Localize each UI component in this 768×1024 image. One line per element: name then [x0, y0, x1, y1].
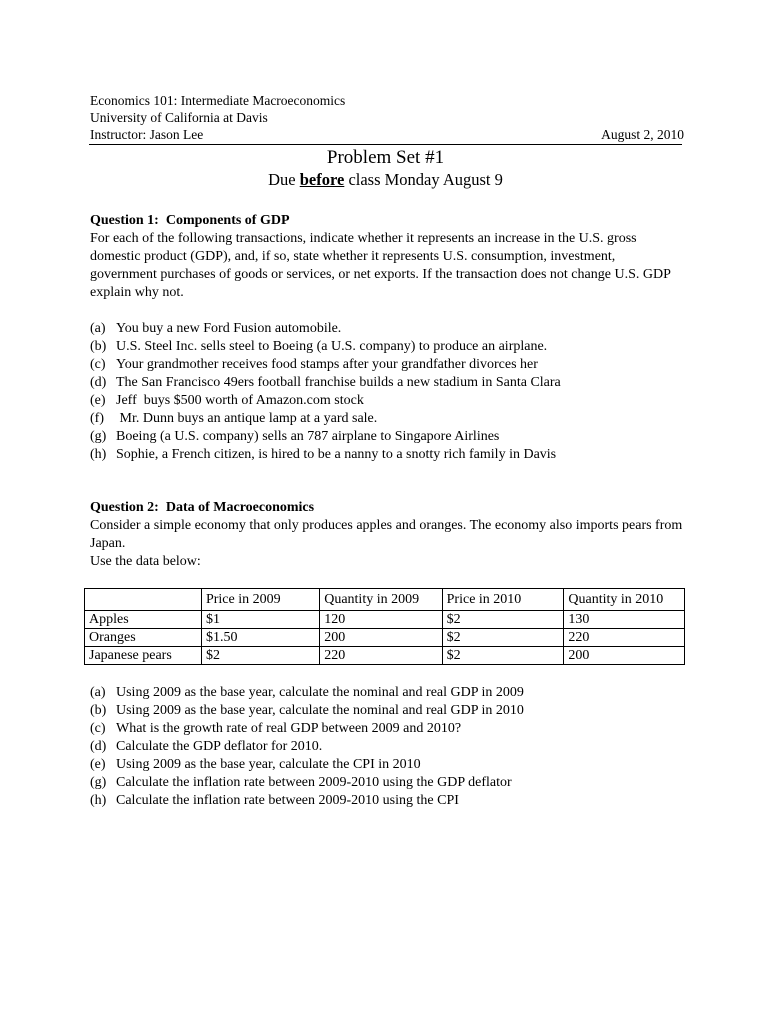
item-text: Calculate the inflation rate between 2009-2010 using the CPI — [116, 793, 459, 808]
item-text: Calculate the GDP deflator for 2010. — [116, 739, 323, 754]
item-text: You buy a new Ford Fusion automobile. — [116, 321, 342, 336]
question-2-number: Question 2: — [90, 500, 159, 515]
table-header-row — [85, 589, 685, 611]
question-1-heading — [90, 212, 684, 230]
item-marker: (c) — [90, 721, 106, 736]
question-1-intro: For each of the following transactions, indicate whether it represents an increase in the U.S. gross domestic product (GDP), and, if so, state whether it represents U.S. consumption, investment, government purchases of goods or services, or net exports. If the transaction does not change U.S. GDP explain why not. — [90, 231, 671, 300]
item-marker: (b) — [90, 339, 107, 354]
question-2-items — [90, 684, 684, 810]
table-row — [85, 647, 685, 665]
due-prefix: Due — [268, 170, 296, 189]
question-2-item — [90, 792, 684, 810]
instructor-date-row — [90, 126, 684, 143]
question-1-item — [90, 392, 684, 410]
item-marker: (h) — [90, 793, 107, 808]
table-cell: 200 — [320, 629, 442, 647]
header-divider — [89, 144, 682, 145]
table-cell: $2 — [442, 629, 564, 647]
item-marker: (d) — [90, 375, 107, 390]
item-text: Your grandmother receives food stamps after your grandfather divorces her — [116, 357, 538, 372]
table-cell: 120 — [320, 611, 442, 629]
item-marker: (a) — [90, 685, 106, 700]
question-2-item — [90, 684, 684, 702]
question-1-item — [90, 356, 684, 374]
item-text: Calculate the inflation rate between 2009-2010 using the GDP deflator — [116, 775, 512, 790]
due-suffix: class Monday August 9 — [348, 170, 503, 189]
item-marker: (g) — [90, 429, 107, 444]
question-2-item — [90, 738, 684, 756]
question-1-item — [90, 428, 684, 446]
page-title: Problem Set #1 — [326, 147, 445, 168]
table-row — [85, 629, 685, 647]
question-1-items — [90, 320, 684, 464]
item-marker: (e) — [90, 393, 106, 408]
item-text: Using 2009 as the base year, calculate the CPI in 2010 — [116, 757, 421, 772]
item-text: Boeing (a U.S. company) sells an 787 airplane to Singapore Airlines — [116, 429, 500, 444]
question-2-title: Data of Macroeconomics — [165, 500, 315, 515]
table-cell: 200 — [564, 647, 685, 665]
item-marker: (a) — [90, 321, 106, 336]
due-date-line — [89, 169, 682, 191]
table-cell: Apples — [85, 611, 202, 629]
table-cell: 130 — [564, 611, 685, 629]
course-name: Economics 101: Intermediate Macroeconomics — [90, 93, 346, 108]
question-1-item — [90, 374, 684, 392]
question-2-heading — [90, 499, 684, 517]
table-cell: $1 — [201, 611, 319, 629]
university-name: University of California at Davis — [90, 110, 268, 125]
table-cell: $2 — [442, 611, 564, 629]
table-cell: $2 — [442, 647, 564, 665]
item-text: What is the growth rate of real GDP between 2009 and 2010? — [116, 721, 462, 736]
question-2-item — [90, 756, 684, 774]
question-2-item — [90, 720, 684, 738]
table-cell: $1.50 — [201, 629, 319, 647]
question-2 — [90, 499, 684, 571]
question-2-item — [90, 702, 684, 720]
due-emphasis: before — [299, 170, 345, 189]
item-text: Sophie, a French citizen, is hired to be a nanny to a snotty rich family in Davis — [116, 447, 557, 462]
item-marker: (f) — [90, 411, 104, 426]
table-body — [85, 611, 685, 665]
item-text: Using 2009 as the base year, calculate the nominal and real GDP in 2009 — [116, 685, 524, 700]
document-date: August 2, 2010 — [601, 127, 684, 142]
item-marker: (h) — [90, 447, 107, 462]
use-data-label: Use the data below: — [90, 554, 201, 569]
question-1 — [90, 212, 684, 464]
document-header — [90, 92, 684, 143]
item-text: The San Francisco 49ers football franchise builds a new stadium in Santa Clara — [116, 375, 561, 390]
table-cell: 220 — [564, 629, 685, 647]
table-cell: Oranges — [85, 629, 202, 647]
question-2-intro: Consider a simple economy that only produces apples and oranges. The economy also imports pears from Japan. — [90, 518, 683, 551]
item-marker: (d) — [90, 739, 107, 754]
question-2-item — [90, 774, 684, 792]
table-cell: 220 — [320, 647, 442, 665]
item-text: Using 2009 as the base year, calculate the nominal and real GDP in 2010 — [116, 703, 524, 718]
data-table — [84, 588, 685, 665]
question-1-item — [90, 338, 684, 356]
item-marker: (b) — [90, 703, 107, 718]
table-column-header: Price in 2009 — [201, 589, 319, 611]
item-marker: (c) — [90, 357, 106, 372]
question-1-number: Question 1: — [90, 213, 159, 228]
question-2-items-block — [90, 684, 684, 810]
item-marker: (e) — [90, 757, 106, 772]
table-row — [85, 611, 685, 629]
table-cell: Japanese pears — [85, 647, 202, 665]
item-text: Mr. Dunn buys an antique lamp at a yard sale. — [116, 411, 378, 426]
table-column-header: Quantity in 2009 — [320, 589, 442, 611]
question-1-item — [90, 410, 684, 428]
item-text: Jeff buys $500 worth of Amazon.com stock — [116, 393, 364, 408]
table-column-header — [85, 589, 202, 611]
item-marker: (g) — [90, 775, 107, 790]
question-1-title: Components of GDP — [165, 213, 290, 228]
instructor-name: Instructor: Jason Lee — [90, 127, 204, 142]
table-column-header: Price in 2010 — [442, 589, 564, 611]
table-cell: $2 — [201, 647, 319, 665]
question-1-item — [90, 320, 684, 338]
question-1-item — [90, 446, 684, 464]
table-column-header: Quantity in 2010 — [564, 589, 685, 611]
item-text: U.S. Steel Inc. sells steel to Boeing (a U.S. company) to produce an airplane. — [116, 339, 548, 354]
